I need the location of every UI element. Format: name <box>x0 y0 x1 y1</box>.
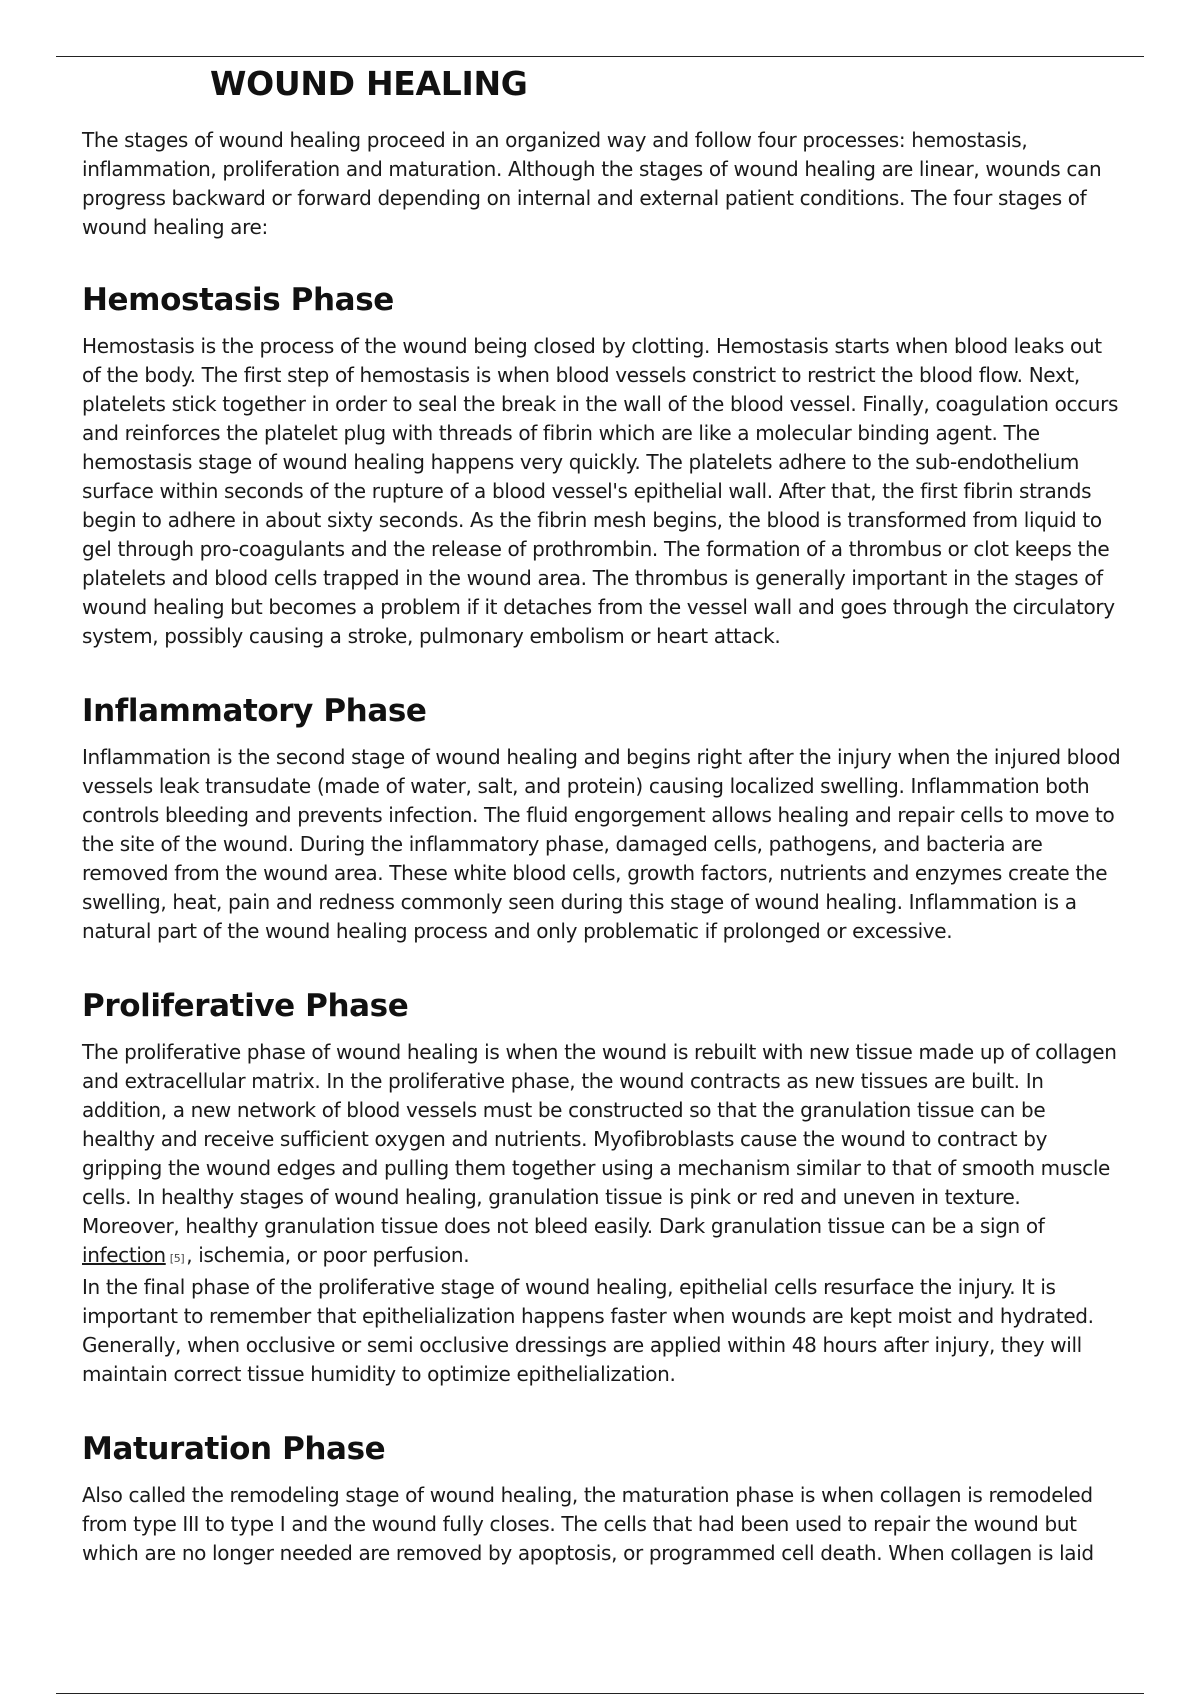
infection-link[interactable]: infection <box>82 1243 166 1267</box>
section-proliferative <box>82 986 1122 1389</box>
section-body: Also called the remodeling stage of wound healing, the maturation phase is when collagen is remodeled from type III to type I and the wound fully closes. The cells that had been used to repair the wound but which are no longer needed are removed by apoptosis, or programmed cell death. When collagen is laid <box>82 1483 1094 1565</box>
section-maturation <box>82 1429 1122 1568</box>
section-body: Inflammation is the second stage of wound healing and begins right after the injury when the injured blood vessels leak transudate (made of water, salt, and protein) causing localized swelling. Inflammation both controls bleeding and prevents infection. The fluid engorgement allows healing and repair cells to move to the site of the wound. During the inflammatory phase, damaged cells, pathogens, and bacteria are removed from the wound area. These white blood cells, growth factors, nutrients and enzymes create the swelling, heat, pain and redness commonly seen during this stage of wound healing. Inflammation is a natural part of the wound healing process and only problematic if prolonged or excessive. <box>82 745 1121 943</box>
intro-paragraph: The stages of wound healing proceed in an organized way and follow four processes: hemostasis, inflammation, proliferation and maturation. Although the stages of wound healing are linear, wounds can progress backward or forward depending on internal and external patient conditions. The four stages of wound healing are: <box>82 128 1102 239</box>
reference-marker: [5] <box>169 1252 185 1265</box>
section-hemostasis <box>82 280 1122 651</box>
top-rule <box>56 56 1144 57</box>
document-page <box>82 60 1122 1568</box>
section-heading: Hemostasis Phase <box>82 282 394 318</box>
section-body: Hemostasis is the process of the wound being closed by clotting. Hemostasis starts when blood leaks out of the body. The first step of hemostasis is when blood vessels constrict to restrict the blood flow. Next, platelets stick together in order to seal the break in the wall of the blood vessel. Finally, coagulation occurs and reinforces the platelet plug with threads of fibrin which are like a molecular binding agent. The hemostasis stage of wound healing happens very quickly. The platelets adhere to the sub-endothelium surface within seconds of the rupture of a blood vessel's epithelial wall. After that, the first fibrin strands begin to adhere in about sixty seconds. As the fibrin mesh begins, the blood is transformed from liquid to gel through pro-coagulants and the release of prothrombin. The formation of a thrombus or clot keeps the platelets and blood cells trapped in the wound area. The thrombus is generally important in the stages of wound healing but becomes a problem if it detaches from the vessel wall and goes through the circulatory system, possibly causing a stroke, pulmonary embolism or heart attack. <box>82 334 1119 648</box>
bottom-rule <box>56 1693 1144 1694</box>
section-body-second: In the final phase of the proliferative stage of wound healing, epithelial cells resurface the injury. It is important to remember that epithelialization happens faster when wounds are kept moist and hydrated. Generally, when occlusive or semi occlusive dressings are applied within 48 hours after injury, they will maintain correct tissue humidity to optimize epithelialization. <box>82 1275 1094 1386</box>
section-body <box>82 1038 1122 1273</box>
section-heading: Inflammatory Phase <box>82 693 427 729</box>
body-text-before-link: The proliferative phase of wound healing is when the wound is rebuilt with new tissue made up of collagen and extracellular matrix. In the proliferative phase, the wound contracts as new tissues are built. In addition, a new network of blood vessels must be constructed so that the granulation tissue can be healthy and receive sufficient oxygen and nutrients. Myofibroblasts cause the wound to contract by gripping the wound edges and pulling them together using a mechanism similar to that of smooth muscle cells. In healthy stages of wound healing, granulation tissue is pink or red and uneven in texture. Moreover, healthy granulation tissue does not bleed easily. Dark granulation tissue can be a sign of <box>82 1040 1117 1238</box>
section-heading: Proliferative Phase <box>82 988 409 1024</box>
section-inflammatory <box>82 691 1122 946</box>
section-heading: Maturation Phase <box>82 1431 386 1467</box>
document-title: WOUND HEALING <box>210 64 528 103</box>
body-text-after-link: , ischemia, or poor perfusion. <box>186 1243 470 1267</box>
